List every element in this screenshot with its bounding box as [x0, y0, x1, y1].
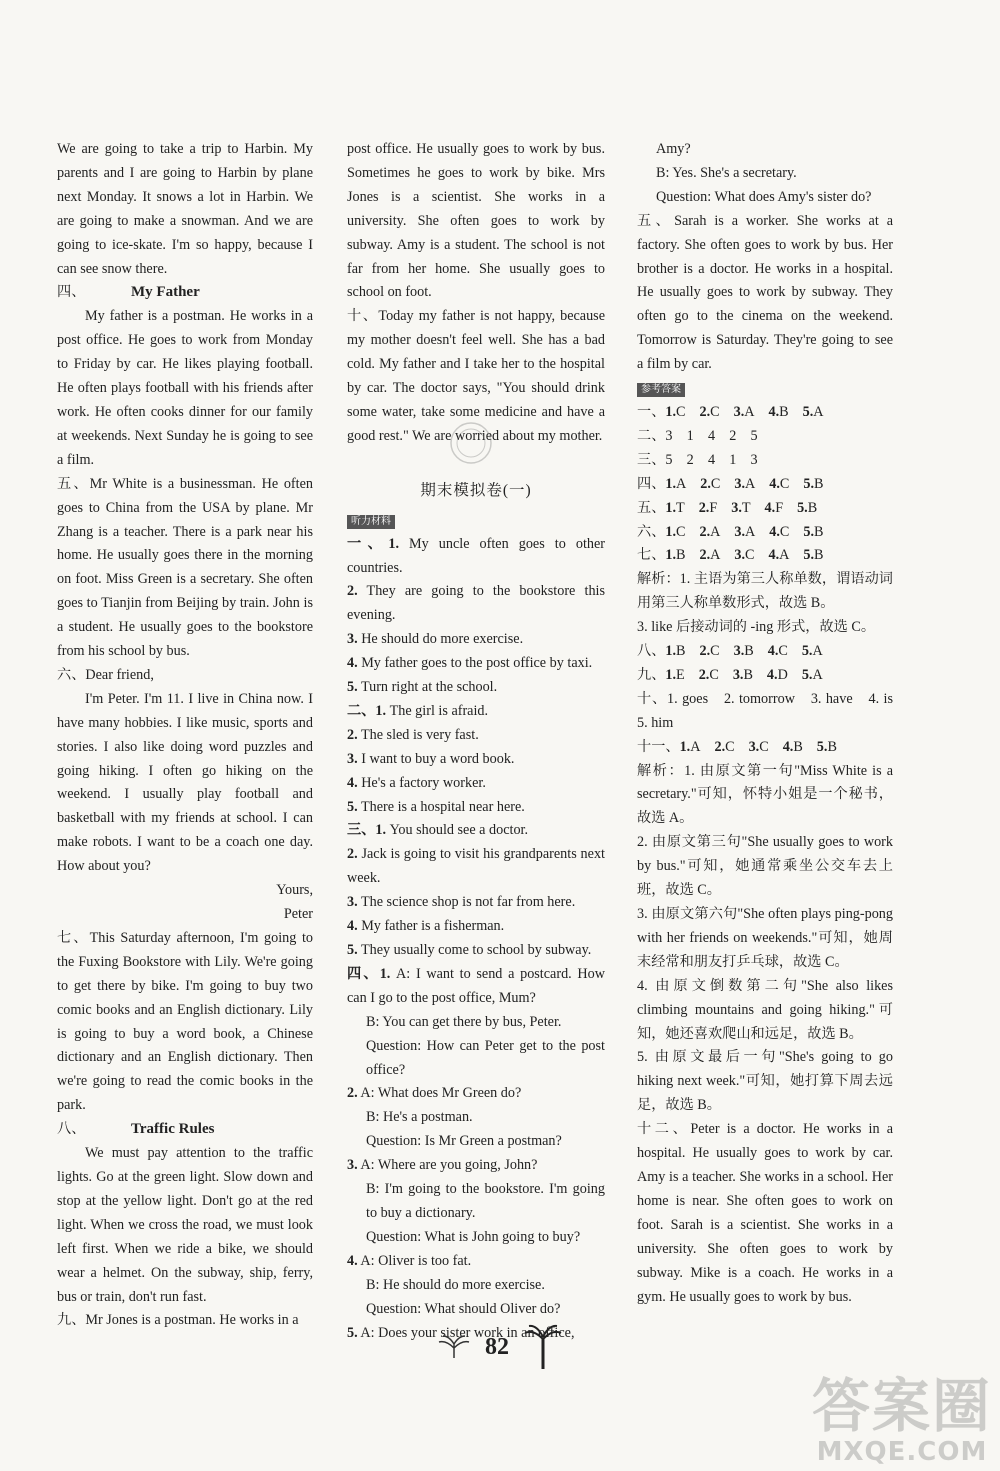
explanation: 2. 由原文第三句"She usually goes to work by bus."可知，她通常乘坐公交车去上班，故选 C。 [637, 834, 893, 899]
list-item: 二、1. The girl is afraid. [347, 702, 489, 719]
section-ten-text: 十、Today my father is not happy, because my mother doesn't feel well. She has a bad cold. My father and I take her to the hospital by car. The doctor says, "You should drink some water, take some medicine and have a good rest." We are worried about my mother. [347, 308, 605, 444]
letter-greeting: 六、Dear friend, [57, 666, 154, 683]
list-item: 3. He should do more exercise. [347, 631, 524, 648]
list-item: 3. I want to buy a word book. [347, 750, 515, 767]
section-number: 四、 [57, 284, 86, 301]
list-item: 2. They are going to the bookstore this evening. [347, 583, 605, 624]
column-middle [347, 138, 605, 1345]
listening-part-three [347, 819, 605, 962]
explanation: 5. 由原文最后一句"She's going to go hiking next week."可知，她打算下周去远足，故选 B。 [637, 1049, 893, 1114]
watermark-logo-text: 答案圈 [811, 1371, 992, 1440]
list-item: 4. My father goes to the post office by taxi. [347, 655, 593, 672]
section-five-text: 五、Mr White is a businessman. He often goes to China from the USA by plane. Mr Zhang is a teacher. There is a park near his home. He usually goes there in the morning on foot. Miss Green is a secretary. She often goes to Tianjin from Beijing by train. John is a student. He usually goes to the bookstore from his school by bus. [57, 475, 313, 660]
explanation: 解析：1. 由原文第一句"Miss White is a secretary."可知，怀特小姐是一个秘书，故选 A。 [637, 762, 893, 827]
dialogue-question: Question: What does Amy's sister do? [656, 188, 872, 205]
dialogue-line: 4. A: Oliver is too fat. [347, 1252, 472, 1269]
list-item: 三、1. You should see a doctor. [347, 822, 529, 839]
page-number: 82 [485, 1333, 509, 1360]
section-seven-text: 七、This Saturday afternoon, I'm going to the Fuxing Bookstore with Lily. We're going to get there by bike. I'm going to buy two comic books and an English dictionary. Lily is going to buy a word book, a Chinese dictionary and an English dictionary. Then we're going to read the comic books in the park. [57, 929, 313, 1114]
section-number: 八、 [57, 1121, 86, 1138]
answer-row: 十一、1.A 2.C 3.C 4.B 5.B [637, 738, 837, 755]
listening-part-four [347, 963, 605, 1346]
list-item: 2. Jack is going to visit his grandparents next week. [347, 846, 605, 887]
dialogue-line: B: He should do more exercise. [366, 1276, 545, 1293]
section-four-header [57, 281, 313, 305]
listening-part-one [347, 533, 605, 700]
list-item: 4. My father is a fisherman. [347, 918, 505, 935]
dialogue-line: 四、1. A: I want to send a postcard. How can I go to the post office, Mum? [347, 965, 605, 1006]
harbin-paragraph: We are going to take a trip to Harbin. My parents and I are going to Harbin by plane next Monday. It snows a lot in Harbin. We are going to make a snowman. And we are going to ice-skate. I'm so happy, because I can see snow there. [57, 141, 313, 277]
section-nine-continued: post office. He usually goes to work by bus. Sometimes he goes to work by bike. Mrs Jones is a scientist. She works in a university. She often goes to work by subway. Amy is a student. The school is not far from her home. She usually goes to school on foot. [347, 141, 605, 301]
my-father-text: My father is a postman. He works in a post office. He goes to work from Monday to Friday by car. He likes playing football. He often plays football with his friends after work. He often cooks dinner for our family at weekends. Next Sunday he is going to see a film. [57, 308, 313, 468]
section-title: My Father [131, 284, 200, 301]
leaf-ornament-icon [437, 1334, 471, 1360]
letter-closing: Yours, [276, 882, 313, 899]
listening-part-two [347, 700, 605, 820]
answer-row: 七、1.B 2.A 3.C 4.A 5.B [637, 547, 824, 564]
dialogue-question: Question: What is John going to buy? [366, 1228, 581, 1245]
listening-material-tag: 听力材料 [347, 515, 395, 529]
watermark [811, 1371, 992, 1468]
dialogue-line: B: He's a postman. [366, 1109, 473, 1126]
letter-body: I'm Peter. I'm 11. I live in China now. I have many hobbies. I like music, sports and stories. I also like doing word puzzles and going hiking. I often go hiking on the weekend. I usually play football and basketball with my friends at school. I can make robots. I want to be a coach one day. How about you? [57, 690, 313, 875]
letter-signature: Peter [283, 906, 313, 922]
explanation: 3. like 后接动词的 -ing 形式，故选 C。 [637, 619, 876, 636]
section-eight-header [57, 1118, 313, 1142]
answer-row: 十、1. goes 2. tomorrow 3. have 4. is 5. him [637, 690, 908, 731]
section-twelve-text: 十二、Peter is a doctor. He works in a hospital. He usually goes to work by car. Amy is a teacher. She works in a school. Her home is near. She often goes to work on foot. Sarah is a scientist. She works in a university. She often goes to work by subway. Mike is a coach. He works in a gym. He usually goes to work by bus. [637, 1121, 893, 1305]
section-title: Traffic Rules [131, 1121, 215, 1138]
section-five-text: 五、Sarah is a worker. She works at a factory. She often goes to work by bus. Her brother is a doctor. He works in a hospital. He usually goes to work by subway. They often go to the cinema on the weekend. Tomorrow is Saturday. They're going to see a film by car. [637, 212, 893, 373]
list-item: 5. There is a hospital near here. [347, 798, 525, 815]
dialogue-line: Amy? [656, 141, 691, 157]
page-footer [0, 1322, 1000, 1372]
list-item: 4. He's a factory worker. [347, 774, 486, 791]
answer-row: 三、5 2 4 1 3 [637, 451, 758, 468]
traffic-rules-text: We must pay attention to the traffic lights. Go at the green light. Slow down and stop at the yellow light. Don't go at the red light. When we cross the road, we must look left first. When we ride a bike, we should wear a helmet. On the subway, ship, ferry, bus or train, don't run fast. [57, 1145, 313, 1305]
answer-row: 二、3 1 4 2 5 [637, 427, 758, 444]
dialogue-line: 2. A: What does Mr Green do? [347, 1085, 522, 1102]
dialogue-line: 5. A: Does your sister work in an office, [347, 1324, 575, 1341]
palm-tree-icon [523, 1323, 563, 1371]
answer-row: 六、1.C 2.A 3.A 4.C 5.B [637, 523, 824, 540]
dialogue-line: B: You can get there by bus, Peter. [366, 1013, 562, 1030]
answer-row: 四、1.A 2.C 3.A 4.C 5.B [637, 475, 824, 492]
dialogue-line: B: Yes. She's a secretary. [656, 164, 797, 181]
list-item: 3. The science shop is not far from here. [347, 894, 576, 911]
watermark-url: MXQE.COM [816, 1437, 988, 1468]
list-item: 5. They usually come to school by subway. [347, 942, 592, 958]
answers-tag: 参考答案 [637, 383, 685, 397]
dialogue-question: Question: Is Mr Green a postman? [366, 1133, 562, 1150]
list-item: 2. The sled is very fast. [347, 726, 479, 743]
answer-row: 五、1.T 2.F 3.T 4.F 5.B [637, 499, 818, 516]
stamp-icon [448, 420, 494, 466]
answer-row: 九、1.E 2.C 3.B 4.D 5.A [637, 666, 823, 683]
dialogue-question: Question: How can Peter get to the post office? [366, 1037, 605, 1078]
dialogue-line: 3. A: Where are you going, John? [347, 1157, 538, 1174]
answer-row: 八、1.B 2.C 3.B 4.C 5.A [637, 643, 823, 660]
exam-section-title: 期末模拟卷(一) [420, 481, 532, 499]
section-nine-text: 九、Mr Jones is a postman. He works in a [57, 1312, 299, 1329]
list-item: 一、1. My uncle often goes to other countries. [347, 535, 605, 576]
dialogue-line: B: I'm going to the bookstore. I'm going to buy a dictionary. [366, 1181, 605, 1221]
column-right [637, 138, 908, 1309]
explanation: 解析：1. 主语为第三人称单数，谓语动词用第三人称单数形式，故选 B。 [637, 571, 893, 612]
column-left [57, 138, 313, 1333]
answer-row: 一、1.C 2.C 3.A 4.B 5.A [637, 403, 824, 420]
dialogue-question: Question: What should Oliver do? [366, 1300, 561, 1317]
explanation: 4. 由原文倒数第二句"She also likes climbing mountains and going hiking."可知，她还喜欢爬山和远足，故选 B。 [637, 977, 893, 1042]
list-item: 5. Turn right at the school. [347, 679, 498, 696]
explanation: 3. 由原文第六句"She often plays ping-pong with her friends on weekends."可知，她周末经常和朋友打乒乓球，故选 C。 [637, 906, 893, 970]
